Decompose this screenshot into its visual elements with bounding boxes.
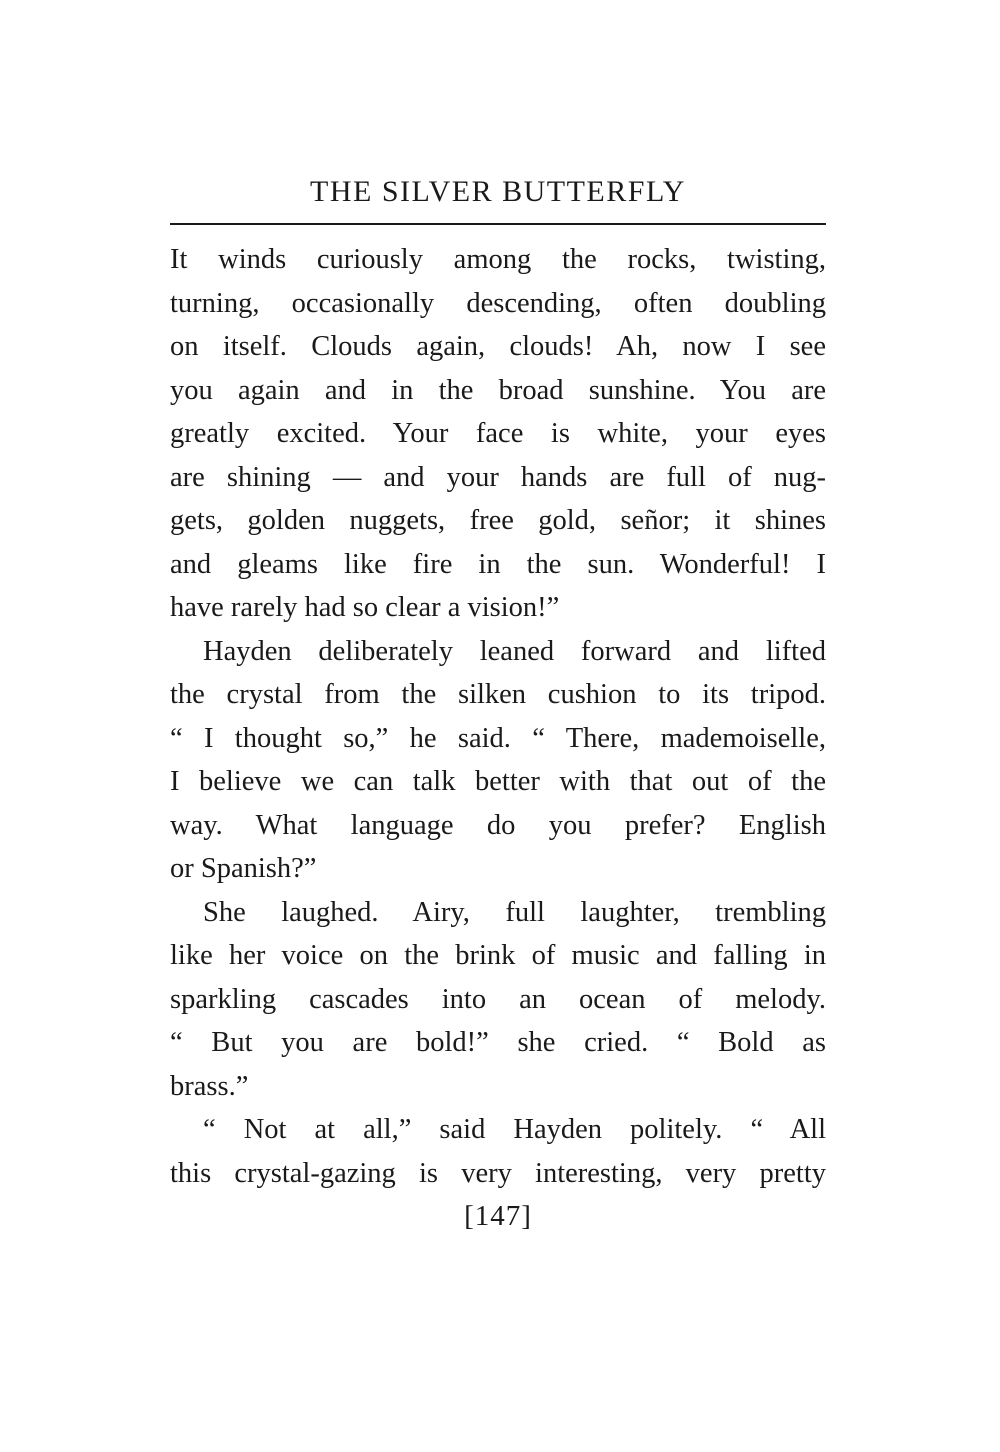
text-line: “ Not at all,” said Hayden politely. “ All [203, 1114, 826, 1145]
text-line: and gleams like fire in the sun. Wonderful! I [170, 548, 826, 580]
text-line: Hayden deliberately leaned forward and lifted [203, 635, 826, 667]
running-head: THE SILVER BUTTERFLY [310, 175, 686, 208]
text-line: “ But you are bold!” she cried. “ Bold as [170, 1027, 826, 1058]
text-line: sparkling cascades into an ocean of melody. [170, 983, 826, 1015]
text-line: gets, golden nuggets, free gold, señor; it shines [170, 505, 826, 536]
text-line: have rarely had so clear a vision!” [170, 592, 560, 623]
text-line: brass.” [170, 1070, 249, 1102]
paragraph [170, 238, 826, 630]
paragraph [170, 1108, 826, 1195]
text-line: greatly excited. Your face is white, your eyes [170, 418, 826, 449]
header-rule [170, 223, 826, 225]
text-line: or Spanish?” [170, 853, 317, 884]
text-line: way. What language do you prefer? English [170, 809, 826, 841]
text-line: are shining — and your hands are full of nug- [170, 461, 826, 493]
text-line: It winds curiously among the rocks, twisting, [170, 244, 826, 275]
text-line: “ I thought so,” he said. “ There, mademoiselle, [170, 722, 826, 754]
text-line: the crystal from the silken cushion to its tripod. [170, 679, 826, 710]
page-number: [147] [464, 1200, 532, 1232]
text-line: like her voice on the brink of music and falling in [170, 940, 826, 971]
paragraph [170, 630, 826, 891]
text-line: She laughed. Airy, full laughter, trembling [203, 896, 826, 928]
text-line: I believe we can talk better with that out of the [170, 766, 826, 797]
paragraph [170, 891, 826, 1109]
text-line: you again and in the broad sunshine. You are [170, 374, 826, 406]
text-line: on itself. Clouds again, clouds! Ah, now I see [170, 331, 826, 362]
text-line: turning, occasionally descending, often doubling [170, 287, 826, 319]
body-text [170, 238, 826, 1195]
text-line: this crystal-gazing is very interesting, very pretty [170, 1157, 826, 1189]
